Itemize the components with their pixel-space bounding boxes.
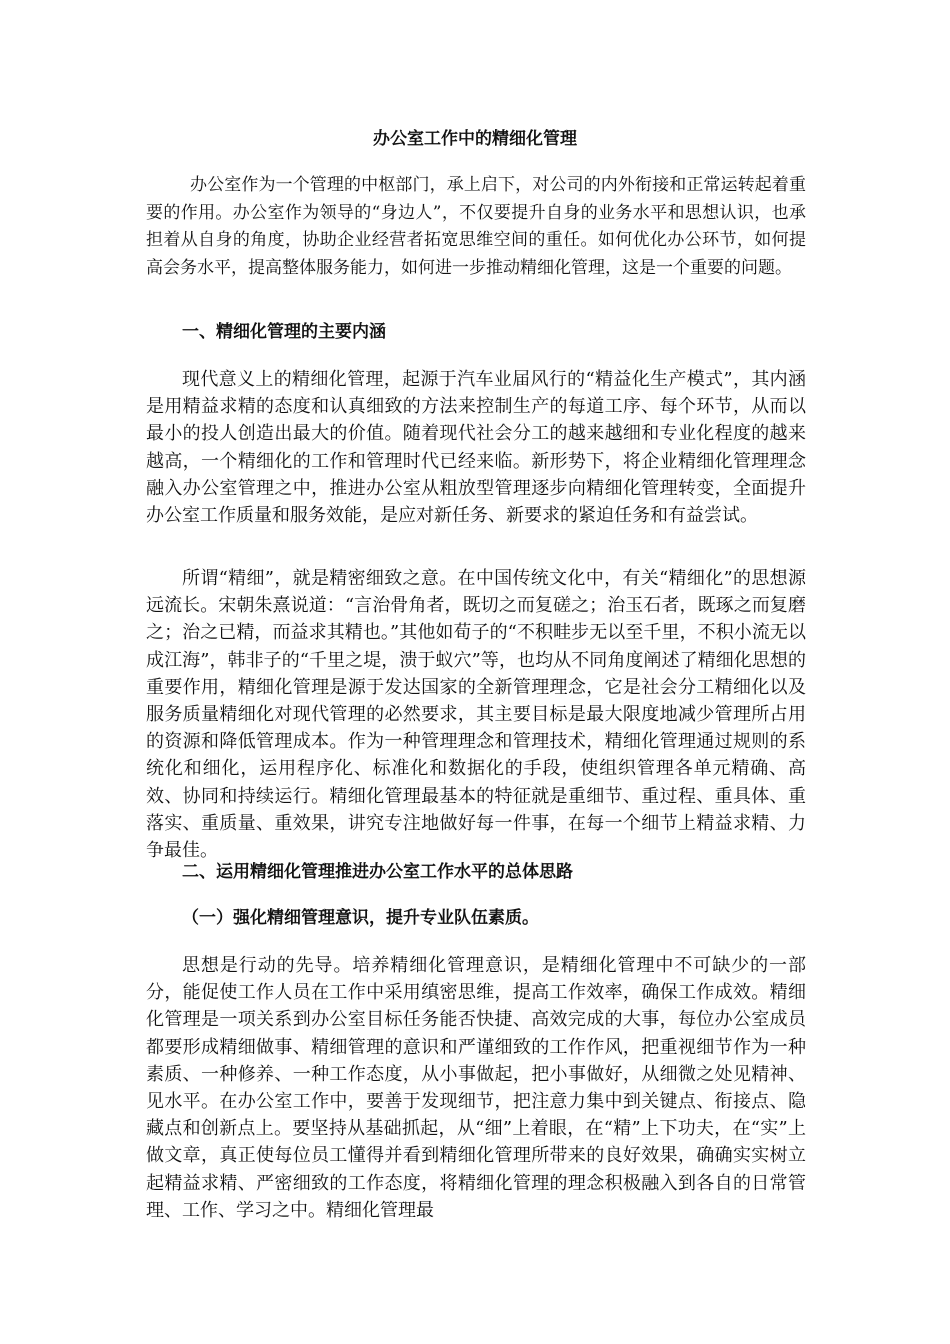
section2-subheading: （一）强化精细管理意识，提升专业队伍素质。 — [182, 908, 539, 928]
intro-paragraph: 办公室作为一个管理的中枢部门，承上启下，对公司的内外衔接和正常运转起着重要的作用。办公室作为领导的“身边人”，不仅要提升自身的业务水平和思想认识，也承担着从自身的角度，协助企业经营者拓宽思维空间的重任。如何优化办公环节，如何提高会务水平，提高整体服务能力，如何进一步推动精细化管理，这是一个重要的问题。 — [146, 175, 806, 278]
section1-paragraph-1: 现代意义上的精细化管理，起源于汽车业届风行的“精益化生产模式”，其内涵是用精益求精的态度和认真细致的方法来控制生产的每道工序、每个环节，从而以最小的投人创造出最大的价值。随着现代社会分工的越来越细和专业化程度的越来越高，一个精细化的工作和管理时代已经来临。新形势下，将企业精细化管理理念融入办公室管理之中，推进办公室从粗放型管理逐步向精细化管理转变，全面提升办公室工作质量和服务效能，是应对新任务、新要求的紧迫任务和有益尝试。 — [146, 369, 806, 527]
section1-heading: 一、精细化管理的主要内涵 — [182, 322, 386, 342]
section2-heading: 二、运用精细化管理推进办公室工作水平的总体思路 — [182, 862, 573, 882]
section2-paragraph-1: 思想是行动的先导。培养精细化管理意识，是精细化管理中不可缺少的一部分，能促使工作人员在工作中采用缜密思维，提高工作效率，确保工作成效。精细化管理是一项关系到办公室目标任务能否快捷、高效完成的大事，每位办公室成员都要形成精细做事、精细管理的意识和严谨细致的工作作风，把重视细节作为一种素质、一种修养、一种工作态度，从小事做起，把小事做好，从细微之处见精神、见水平。在办公室工作中，要善于发现细节，把注意力集中到关键点、衔接点、隐藏点和创新点上。要坚持从基础抓起，从“细”上着眼，在“精”上下功夫，在“实”上做文章，真正使每位员工懂得并看到精细化管理所带来的良好效果，确确实实树立起精益求精、严密细致的工作态度，将精细化管理的理念积极融入到各自的日常管理、工作、学习之中。精细化管理最 — [146, 955, 806, 1221]
document-title: 办公室工作中的精细化管理 — [373, 129, 577, 149]
section1-paragraph-2: 所谓“精细”，就是精密细致之意。在中国传统文化中，有关“精细化”的思想源远流长。宋朝朱熹说道：“言治骨角者，既切之而复磋之；治玉石者，既琢之而复磨之；治之已精，而益求其精也。”其他如荀子的“不积畦步无以至千里，不积小流无以成江海”，韩非子的“千里之堤，溃于蚁穴”等，也均从不同角度阐述了精细化思想的重要作用，精细化管理是源于发达国家的全新管理理念，它是社会分工精细化以及服务质量精细化对现代管理的必然要求，其主要目标是最大限度地减少管理所占用的资源和降低管理成本。作为一种管理理念和管理技术，精细化管理通过规则的系统化和细化，运用程序化、标准化和数据化的手段，使组织管理各单元精确、高效、协同和持续运行。精细化管理最基本的特征就是重细节、重过程、重具体、重落实、重质量、重效果，讲究专注地做好每一件事，在每一个细节上精益求精、力争最佳。 — [146, 568, 806, 862]
